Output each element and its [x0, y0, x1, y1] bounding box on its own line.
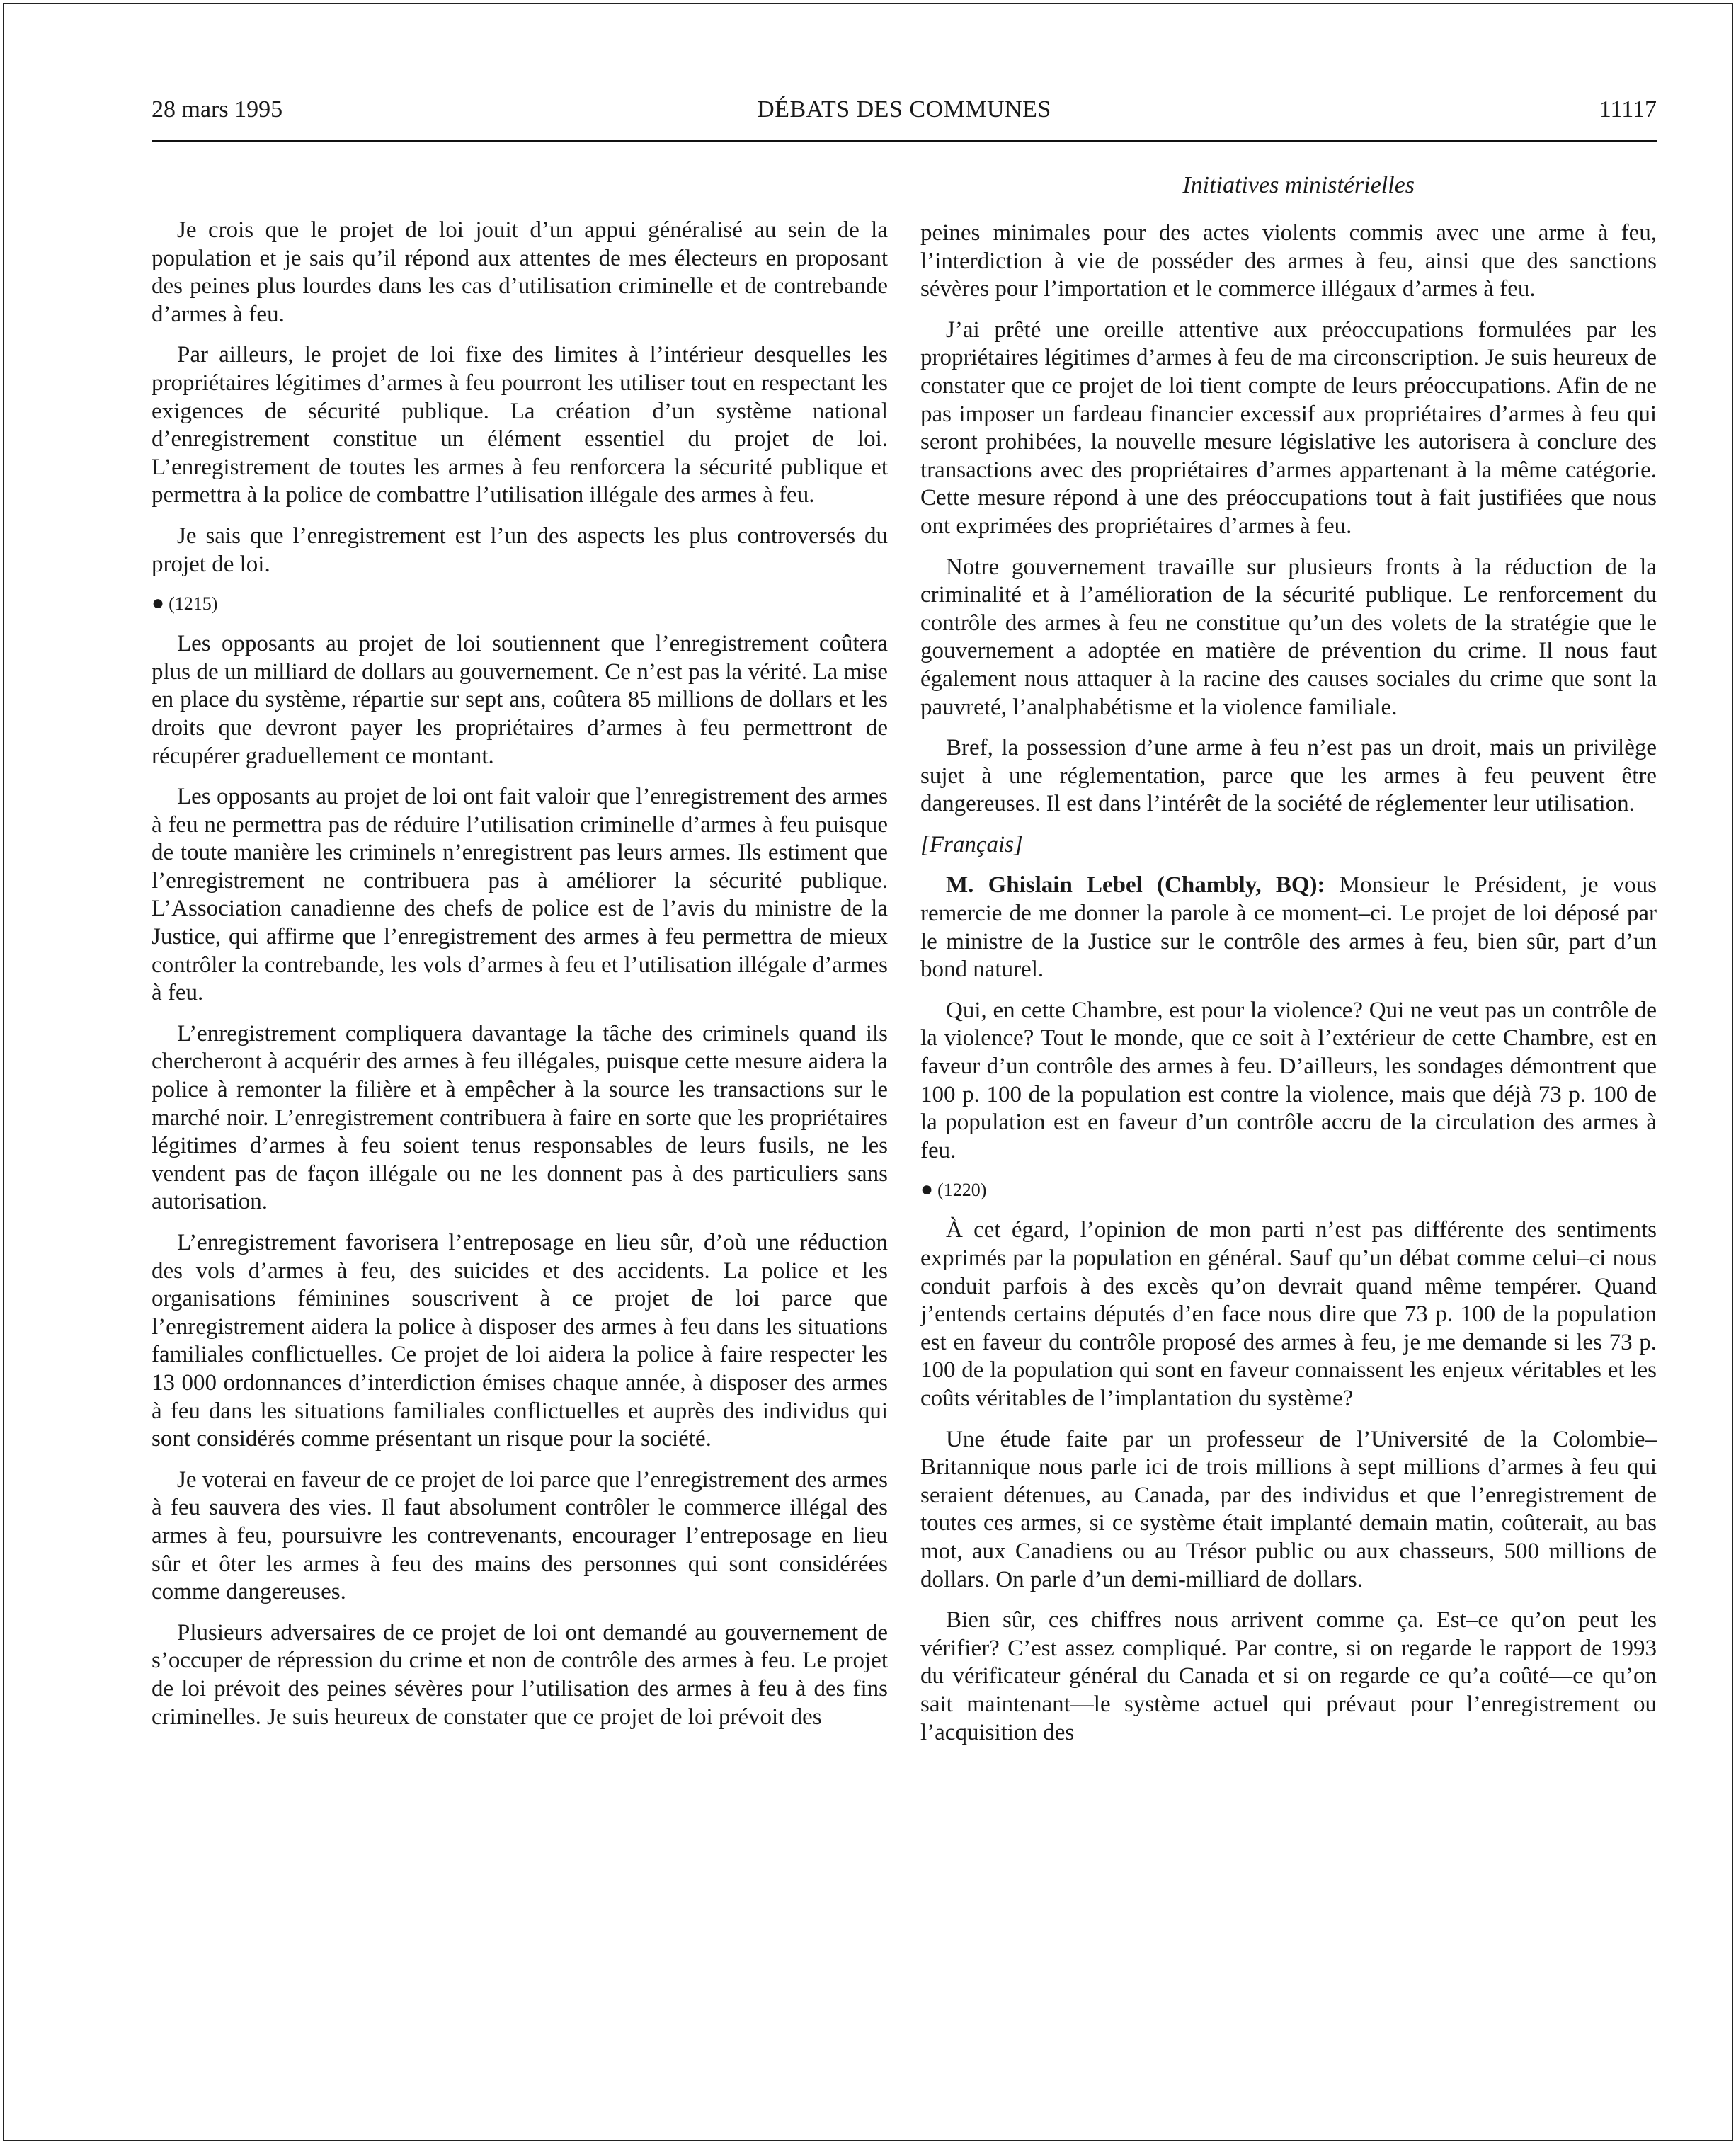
bullet-icon: ● [920, 1178, 934, 1202]
speaker-name: M. Ghislain Lebel (Chambly, BQ): [946, 872, 1325, 899]
page-header [152, 91, 1657, 129]
speaker-paragraph [920, 872, 1657, 983]
paragraph: Plusieurs adversaires de ce projet de loi ont demandé au gouvernement de s’occuper de répression du crime et non de contrôle des armes à feu. Le projet de loi prévoit des peines sévères pour l’utilisation des armes à feu à des fins criminelles. Je suis heureux de constater que ce projet de loi prévoit des [152, 1619, 888, 1730]
header-page-number: 11117 [1599, 96, 1657, 122]
paragraph: Par ailleurs, le projet de loi fixe des limites à l’intérieur desquelles les propriétaires légitimes d’armes à feu pourront les utiliser tout en respectant les exigences de sécurité publique. La création d’un système national d’enregistrement constitue un élément essentiel du projet de loi. L’enregistrement de toutes les armes à feu renforcera la sécurité publique et permettra à la police de combattre l’utilisation illégale des armes à feu. [152, 342, 888, 508]
paragraph: Bien sûr, ces chiffres nous arrivent comme ça. Est–ce qu’on peut les vérifier? C’est assez compliqué. Par contre, si on regarde le rapport de 1993 du vérificateur général du Canada et si on regarde ce qu’a coûté—ce qu’on sait maintenant—le système actuel qui prévaut pour l’enregistrement ou l’acquisition des [920, 1607, 1657, 1745]
speech-text: Monsieur le Président, je vous remercie de me donner la parole à ce moment–ci. Le projet de loi déposé par le ministre de la Justice sur le contrôle des armes à feu, bien sûr, part d’un bond naturel. [920, 872, 1657, 983]
paragraph: À cet égard, l’opinion de mon parti n’est pas différente des sentiments exprimés par la population en général. Sauf qu’un débat comme celui–ci nous conduit parfois à des excès qu’on devrait quand même tempérer. Quand j’entends certains députés d’en face nous dire que 73 p. 100 de la population est en faveur du contrôle proposé des armes à feu, je me demande si les 73 p. 100 de la population qui sont en faveur connaissent les enjeux véritables et les coûts véritables de l’implantation du système? [920, 1217, 1657, 1411]
language-tag: [Français] [920, 831, 1023, 857]
section-title: Initiatives ministérielles [1182, 172, 1415, 198]
paragraph: Bref, la possession d’une arme à feu n’est pas un droit, mais un privilège sujet à une réglementation, parce que les armes à feu peuvent être dangereuses. Il est dans l’intérêt de la société de réglementer leur utilisation. [920, 735, 1657, 817]
time-marker-label: (1220) [937, 1180, 987, 1201]
paragraph: Une étude faite par un professeur de l’Université de la Colombie–Britannique nous parle ici de trois millions à sept millions d’armes à feu qui seraient détenues, au Canada, par des individus et que l’enregistrement de toutes ces armes, si ce système était implanté demain matin, coûterait, au bas mot, aux Canadiens ou au Trésor public ou aux chasseurs, 500 millions de dollars. On parle d’un demi-milliard de dollars. [920, 1426, 1657, 1592]
paragraph: Je voterai en faveur de ce projet de loi parce que l’enregistrement des armes à feu sauvera des vies. Il faut absolument contrôler le commerce illégal des armes à feu, poursuivre les contrevenants, encourager l’entreposage en lieu sûr et ôter les armes à feu des mains des personnes qui sont considérées comme dangereuses. [152, 1466, 888, 1605]
paragraph: Je sais que l’enregistrement est l’un des aspects les plus controversés du projet de loi. [152, 523, 888, 577]
right-column [920, 219, 1657, 1760]
time-marker [152, 591, 888, 616]
paragraph: Je crois que le projet de loi jouit d’un appui généralisé au sein de la population et je sais qu’il répond aux attentes de mes électeurs en proposant des peines plus lourdes dans les cas d’utilisation criminelle et de contrebande d’armes à feu. [152, 217, 888, 327]
time-marker-label: (1215) [169, 593, 218, 615]
paragraph: L’enregistrement favorisera l’entreposage en lieu sûr, d’où une réduction des vols d’armes à feu, des suicides et des accidents. La police et les organisations féminines souscrivent à ce projet de loi parce que l’enregistrement aidera la police à disposer des armes à feu dans les situations familiales conflictuelles. Ce projet de loi aidera la police à faire respecter les 13 000 ordonnances d’interdiction émises chaque année, à disposer des armes à feu dans les situations familiales conflictuelles et auprès des individus qui sont considérés comme présentant un risque pour la société. [152, 1230, 888, 1452]
paragraph: Notre gouvernement travaille sur plusieurs fronts à la réduction de la criminalité et à l’amélioration de la sécurité publique. Le renforcement du contrôle des armes à feu ne constitue qu’un des volets de la stratégie que le gouvernement a adoptée en matière de prévention du crime. Il nous faut également nous attaquer à la racine des causes sociales du crime que sont la pauvreté, l’analphabétisme et la violence familiale. [920, 554, 1657, 720]
header-rule [152, 140, 1657, 142]
bullet-icon: ● [152, 591, 165, 615]
paragraph: Les opposants au projet de loi ont fait valoir que l’enregistrement des armes à feu ne permettra pas de réduire l’utilisation criminelle d’armes à feu puisque de toute manière les criminels n’enregistrent pas leurs armes. Ils estiment que l’enregistrement ne contribuera pas à améliorer la sécurité publique. L’Association canadienne des chefs de police est de l’avis du ministre de la Justice, qui affirme que l’enregistrement des armes à feu permettra de mieux contrôler la contrebande, les vols d’armes à feu et l’utilisation illégale d’armes à feu. [152, 784, 888, 1006]
time-marker [920, 1178, 1657, 1202]
header-title: DÉBATS DES COMMUNES [757, 96, 1051, 122]
paragraph: Qui, en cette Chambre, est pour la violence? Qui ne veut pas un contrôle de la violence? Tout le monde, que ce soit à l’extérieur de cette Chambre, est en faveur d’un contrôle des armes à feu. D’ailleurs, les sondages démontrent que 100 p. 100 de la population est contre la violence, mais que déjà 73 p. 100 de la population est en faveur d’un contrôle accru de la circulation des armes à feu. [920, 997, 1657, 1163]
paragraph: peines minimales pour des actes violents commis avec une arme à feu, l’interdiction à vie de posséder des armes à feu, ainsi que des sanctions sévères pour l’importation et le commerce illégaux d’armes à feu. [920, 220, 1657, 302]
paragraph: L’enregistrement compliquera davantage la tâche des criminels quand ils chercheront à acquérir des armes à feu illégales, puisque cette mesure aidera la police à remonter la filière et à empêcher à la source les transactions sur le marché noir. L’enregistrement contribuera à faire en sorte que les propriétaires légitimes d’armes à feu soient tenus responsables de leurs fusils, ne les vendent pas de façon illégale ou ne les donnent pas à des particuliers sans autorisation. [152, 1020, 888, 1215]
paragraph: Les opposants au projet de loi soutiennent que l’enregistrement coûtera plus de un milliard de dollars au gouvernement. Ce n’est pas la vérité. La mise en place du système, répartie sur sept ans, coûtera 85 millions de dollars et les droits que devront payer les propriétaires d’armes à feu permettront de récupérer graduellement ce montant. [152, 631, 888, 769]
paragraph: J’ai prêté une oreille attentive aux préoccupations formulées par les propriétaires légitimes d’armes à feu de ma circonscription. Je suis heureux de constater que ce projet de loi tient compte de leurs préoccupations. Afin de ne pas imposer un fardeau financier excessif aux propriétaires d’armes à feu qui seront prohibées, la nouvelle mesure législative les autorisera à conclure des transactions avec des propriétaires d’armes appartenant à la même catégorie. Cette mesure répond à une des préoccupations tout à fait justifiées que nous ont exprimées des propriétaires d’armes à feu. [920, 317, 1657, 539]
header-date: 28 mars 1995 [152, 96, 283, 122]
left-column [152, 217, 888, 1744]
